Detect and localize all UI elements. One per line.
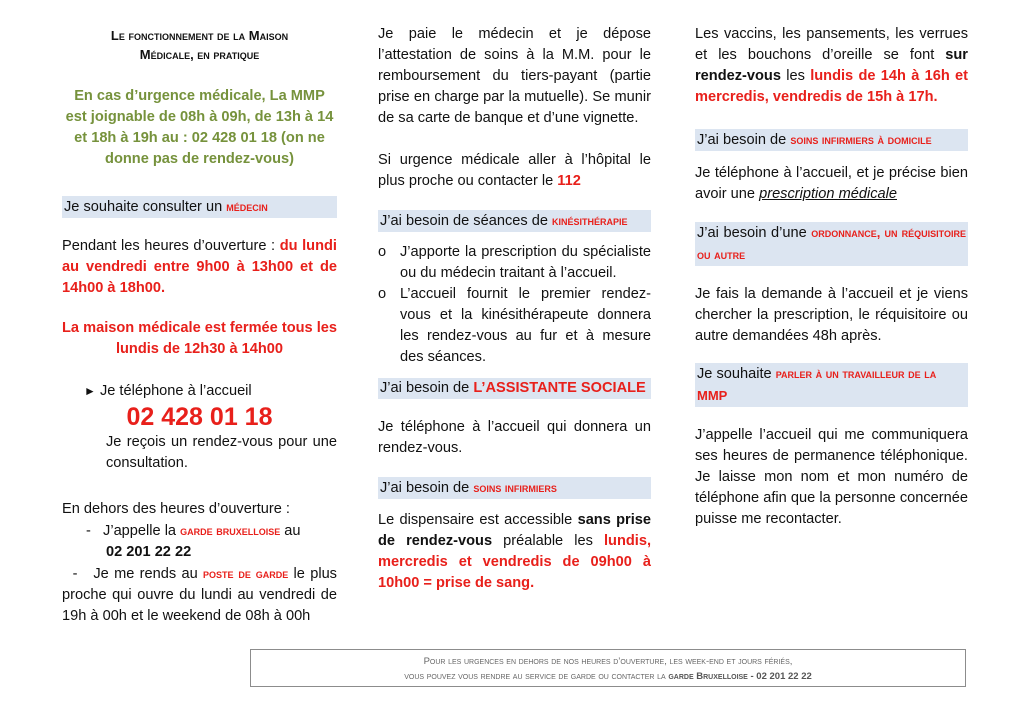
travailleur-text: J’appelle l’accueil qui me communiquera ses heures de permanence téléphonique. Je laisse mon nom et mon numéro de téléphone afin que la personne concernée puisse me recontacter. [695,427,968,527]
disp-bold: sans prise de rendez-vous [378,512,651,549]
phone-number: 02 428 01 18 [126,403,273,431]
section-header-domicile [695,129,968,151]
list-item: o J’apporte la prescription du spécialiste ou du médecin traitant à l’accueil. [400,242,651,284]
hours-prefix: Pendant les heures d’ouverture : [62,238,280,254]
opening-hours [62,236,337,299]
poste-prefix: Je me rends au [93,566,204,582]
disp-text-2: préalable les [492,533,604,549]
dom-prefix: J’ai besoin de [697,132,791,148]
title-line-2: Médicale, en pratique [139,47,260,62]
urgence-notice: En cas d’urgence médicale, La MMP est joignable de 08h à 09h, de 13h à 14 et 18h à 19h au : 02 428 01 18 (on ne donne pas de rendez-vous) [65,88,334,167]
vacc-text-2: les [780,68,811,84]
phone-line [62,381,337,402]
tr-keyword: parler à un travailleur de la MMP [697,366,937,403]
garde-keyword: garde bruxelloise [180,523,281,538]
assistante-text: Je téléphone à l’accueil qui donnera un rendez-vous. [378,419,651,456]
footer-garde: garde Bruxelloise - 02 201 22 22 [668,671,812,682]
footer-box [250,649,966,687]
dom-text: Je téléphone à l’accueil, et je précise bien avoir une [695,165,968,202]
dom-keyword: soins infirmiers à domicile [790,132,932,147]
domicile-text [695,163,968,205]
ordonnance-text: Je fais la demande à l’accueil et je viens chercher la prescription, le réquisitoire ou autre demandées 48h après. [695,286,968,344]
vacc-text-1: Les vaccins, les pansements, les verrues et les bouchons d’oreille se font [695,26,968,63]
dom-prescription: prescription médicale [759,186,897,202]
footer-line-2-text: vous pouvez vous rendre au service de garde ou contacter la [404,671,669,682]
closed-notice: La maison médicale est fermée tous les lundis de 12h30 à 14h00 [62,320,337,357]
disp-red: lundis, mercredis et vendredis de 09h00 à 10h00 = prise de sang. [378,533,651,591]
kine-prefix: J’ai besoin de séances de [380,213,552,229]
poste-text: le plus proche qui ouvre du lundi au vendredi de 19h à 00h et le weekend de 08h à 00h [62,566,337,624]
column-3 [695,0,968,530]
kine-list [378,242,651,368]
vaccins-text [695,24,968,108]
section-header-kine [378,210,651,232]
as-prefix: J’ai besoin de [380,380,474,396]
phone-line-text: Je téléphone à l’accueil [99,383,252,399]
emergency-number: 112 [557,173,581,189]
section-header-medecin [62,196,337,218]
poste-keyword: poste de garde [203,566,289,581]
appointment-text: Je reçois un rendez-vous pour une consultation. [106,434,337,471]
as-keyword: L’ASSISTANTE SOCIALE [473,380,646,396]
header-keyword: médecin [226,199,268,214]
ord-keyword: ordonnance, un réquisitoire ou autre [697,225,966,262]
page-title [62,26,337,64]
emergency-text [378,150,651,192]
soins-prefix: J’ai besoin de [380,480,474,496]
header-prefix: Je souhaite consulter un [64,199,227,215]
title-line-1: Le fonctionnement de la Maison [110,28,289,43]
section-header-assistante [378,378,651,399]
arrow-right-icon: ► [84,384,96,398]
bullet-poste: - Je me rends au poste de garde le plus proche qui ouvre du lundi au vendredi de 19h à 00h et le weekend de 08h à 00h [62,566,337,624]
outside-hours: En dehors des heures d’ouverture : [62,501,290,517]
tr-prefix: Je souhaite [697,366,776,382]
section-header-travailleur [695,363,968,407]
column-2 [378,0,651,594]
garde-number: 02 201 22 22 [106,544,192,560]
vacc-red: lundis de 14h à 16h et mercredis, vendredis de 15h à 17h. [695,68,969,105]
section-header-soins [378,477,651,499]
dispensaire-text [378,510,651,594]
payment-text: Je paie le médecin et je dépose l’attestation de soins à la M.M. pour le remboursement du tiers-payant (partie prise en charge par la mutuelle). Se munir de sa carte de banque et d’une vignette. [378,26,651,126]
vacc-bold: sur rendez-vous [695,47,968,84]
section-header-ordonnance [695,222,968,266]
footer-line-1: Pour les urgences en dehors de nos heures d’ouverture, les week-end et jours fériés, [423,656,793,667]
bullet-garde: - J’appelle la garde bruxelloise au 02 201 22 22 [86,523,301,560]
column-1 [62,0,337,627]
kine-keyword: kinésithérapie [552,213,628,228]
footer-line-2 [251,669,965,684]
hours-value: du lundi au vendredi entre 9h00 à 13h00 et de 14h00 à 18h00. [62,238,337,296]
disp-text-1: Le dispensaire est accessible [378,512,578,528]
ord-prefix: J’ai besoin d’une [697,225,812,241]
garde-suffix: au [280,523,301,539]
emergency-prefix: Si urgence médicale aller à l’hôpital le plus proche ou contacter le [378,152,651,189]
garde-prefix: J’appelle la [103,523,181,539]
soins-keyword: soins infirmiers [473,480,557,495]
list-item: o L’accueil fournit le premier rendez-vous et la kinésithérapeute donnera les rendez-vous au fur et à mesure des séances. [400,284,651,368]
